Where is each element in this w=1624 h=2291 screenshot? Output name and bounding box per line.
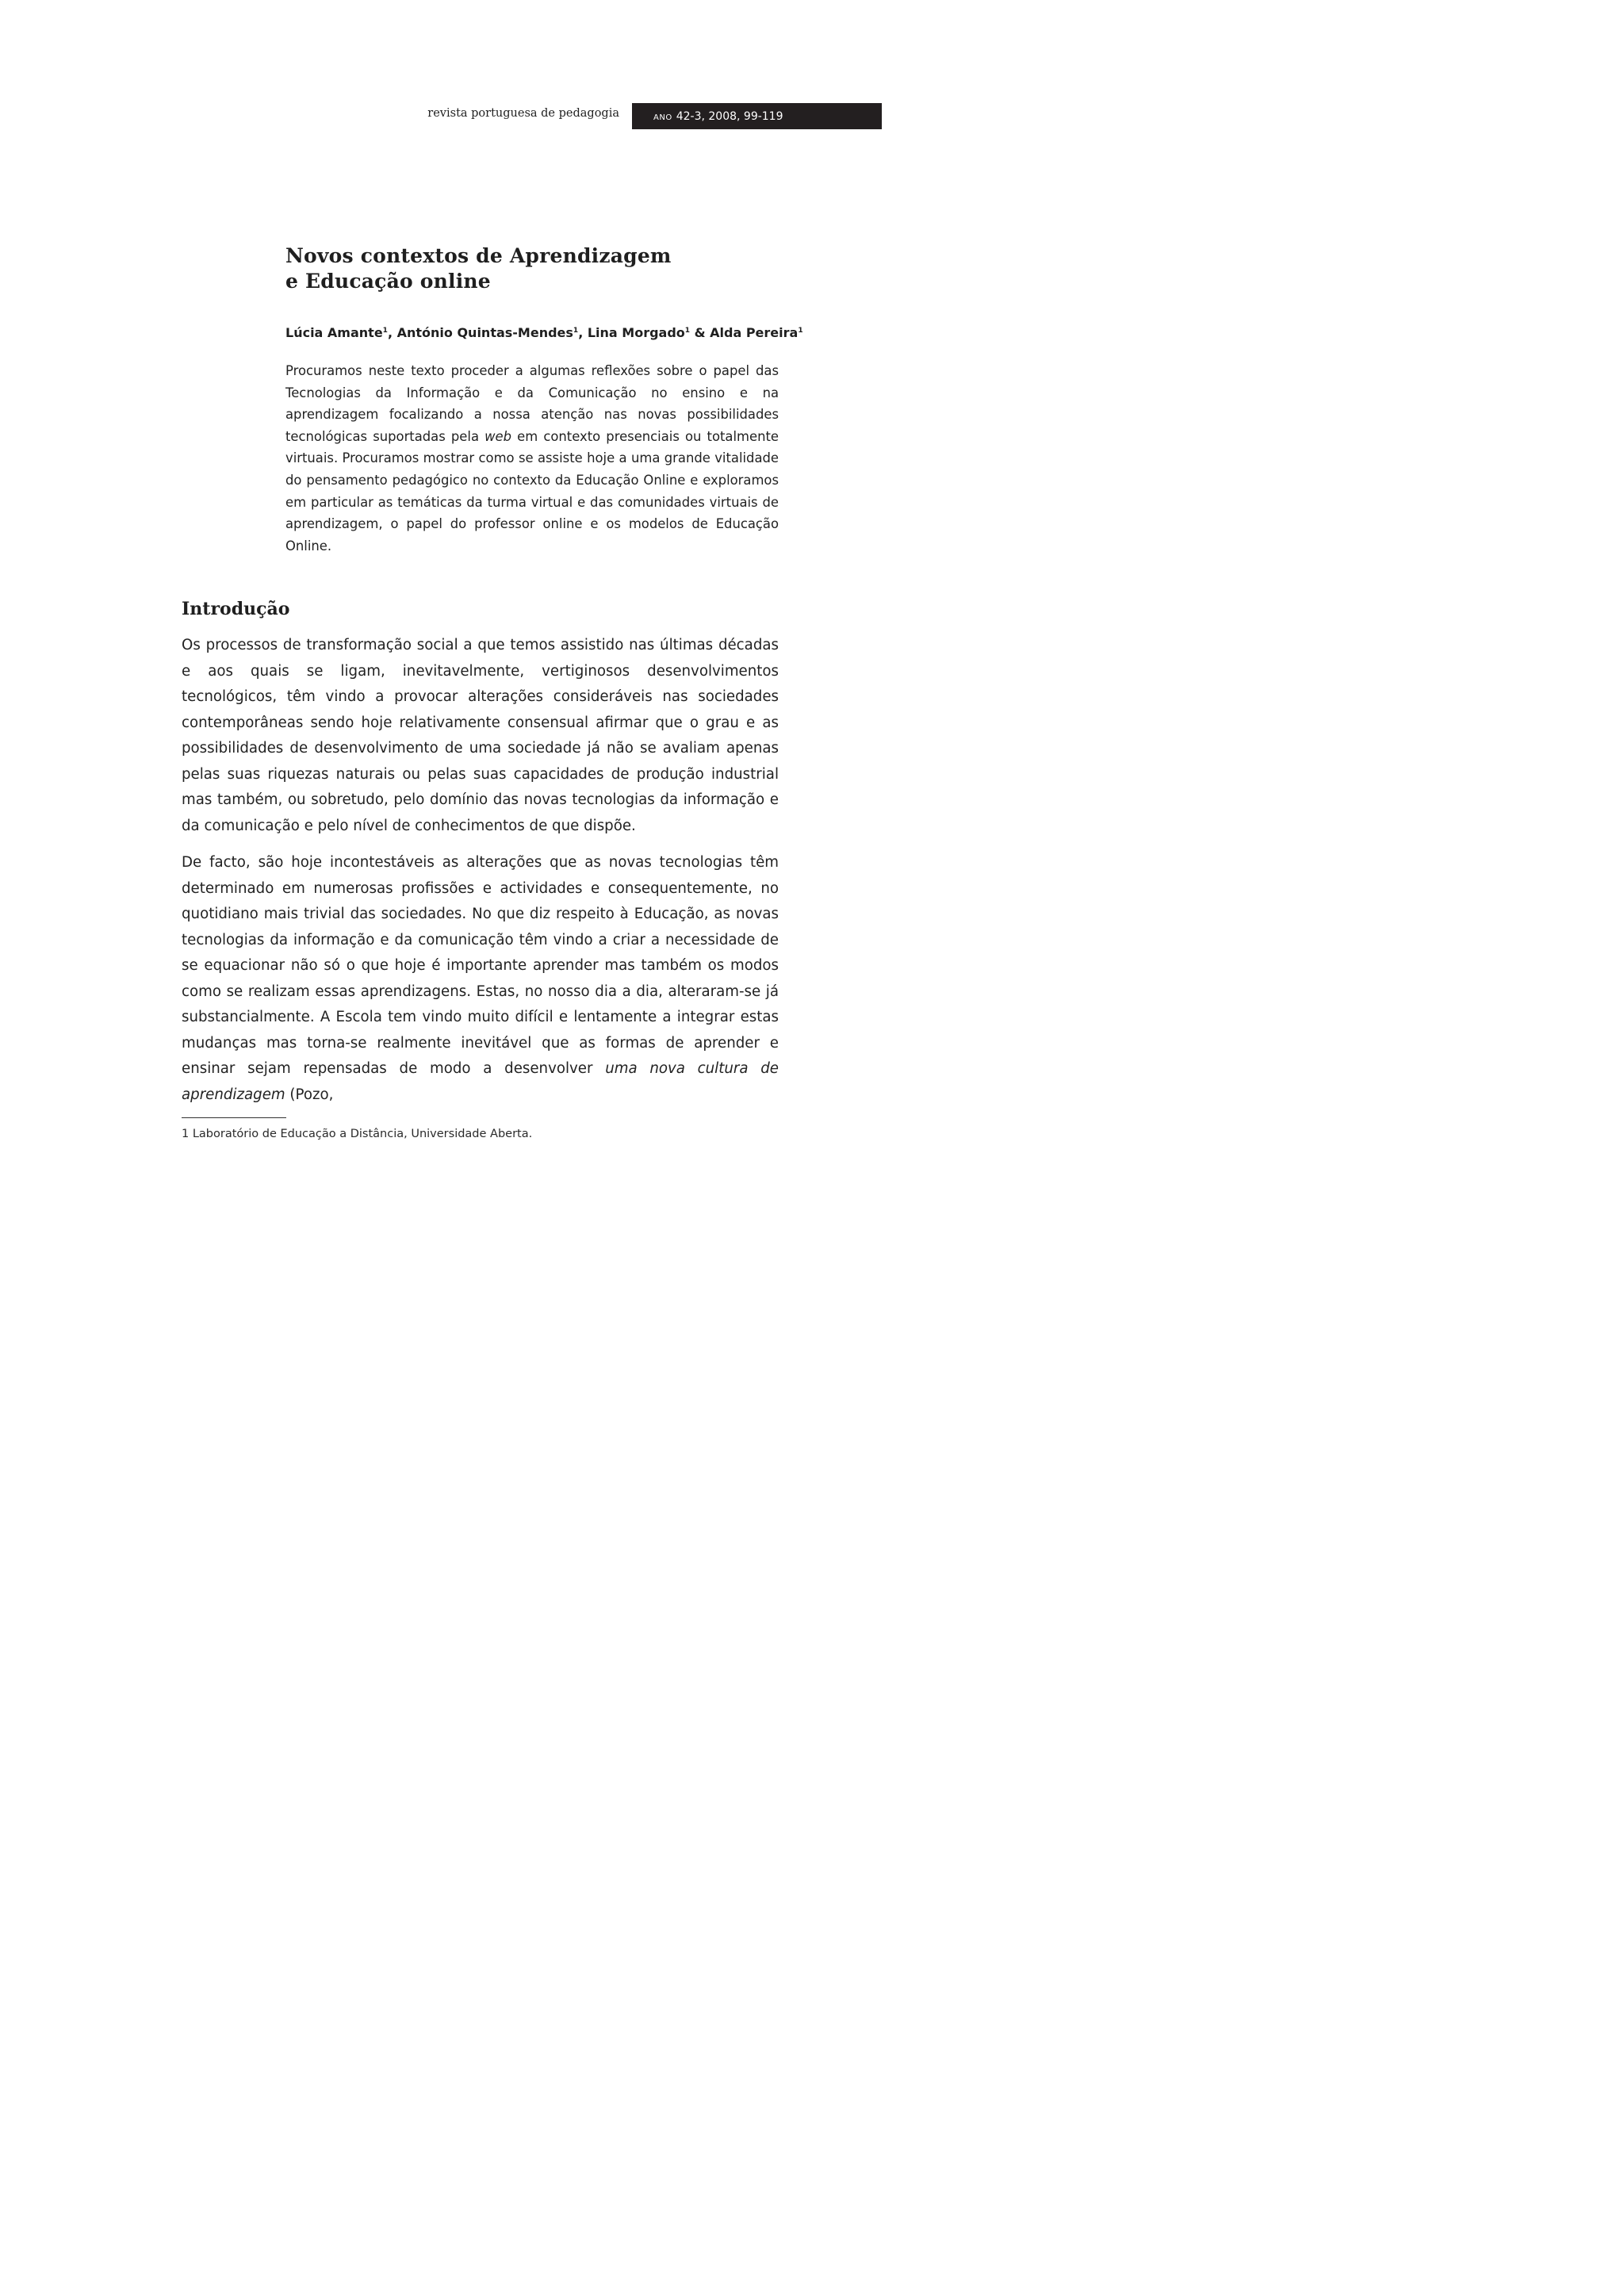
article-title [285, 243, 777, 294]
paragraph-text-end: (Pozo, [285, 1086, 334, 1103]
abstract [285, 360, 779, 557]
abstract-text-start: Procuramos neste texto proceder a algumas reflexões sobre o papel das Tecnologias da Informação e da Comunicação no ensino e na aprendizagem focalizando a nossa atenção nas novas possibilidades tecnológicas suportadas pela [285, 363, 779, 444]
issue-info: 42-3, 2008, 99-119 [676, 109, 783, 123]
author-separator: & [690, 325, 710, 340]
author-name: Lúcia Amante [285, 325, 383, 340]
body-paragraph: Os processos de transformação social a que temos assistido nas últimas décadas e aos quais se ligam, inevitavelmente, vertiginosos desenvolvimentos tecnológicos, têm vindo a provocar alterações consideráveis nas sociedades contemporâneas sendo hoje relativamente consensual afirmar que o grau e as possibilidades de desenvolvimento de uma sociedade já não se avaliam apenas pelas suas riquezas naturais ou pelas suas capacidades de produção industrial mas também, ou sobretudo, pelo domínio das novas tecnologias da informação e da comunicação e pelo nível de conhecimentos de que dispõe. [182, 637, 779, 834]
author-list [285, 325, 803, 340]
issue-band [632, 103, 882, 129]
author-affiliation-mark: 1 [798, 327, 803, 335]
author-name: Alda Pereira [710, 325, 799, 340]
author-separator: , [387, 325, 397, 340]
body-paragraph [182, 850, 779, 1108]
paragraph-text-start: De facto, são hoje incontestáveis as alterações que as novas tecnologias têm determinado em numerosas profissões e actividades e consequentemente, no quotidiano mais trivial das sociedades. No que diz respeito à Educação, as novas tecnologias da informação e da comunicação têm vindo a criar a necessidade de se equacionar não só o que hoje é importante aprender mas também os modos como se realizam essas aprendizagens. Estas, no nosso dia a dia, alteraram-se já substancialmente. A Escola tem vindo muito difícil e lentamente a integrar estas mudanças mas torna-se realmente inevitável que as formas de aprender e ensinar sejam repensadas de modo a desenvolver [182, 854, 779, 1077]
article-title-line-2: e Educação online [285, 270, 491, 293]
author-affiliation-mark: 1 [382, 327, 388, 335]
abstract-text-end: em contexto presenciais ou totalmente virtuais. Procuramos mostrar como se assiste hoje a uma grande vitalidade do pensamento pedagógico no contexto da Educação Online e exploramos em particular as temáticas da turma virtual e das comunidades virtuais de aprendizagem, o papel do professor online e os modelos de Educação Online. [285, 428, 779, 554]
author-separator: , [578, 325, 588, 340]
author-affiliation-mark: 1 [684, 327, 691, 335]
issue-year-label: ano [653, 109, 672, 123]
section-heading-introduction: Introdução [182, 599, 290, 619]
footnote: 1 Laboratório de Educação a Distância, Universidade Aberta. [182, 1128, 533, 1140]
abstract-emphasis: web [485, 428, 512, 444]
article-title-line-1: Novos contextos de Aprendizagem [285, 244, 672, 267]
author-affiliation-mark: 1 [573, 327, 579, 335]
footnote-divider [182, 1117, 286, 1118]
paragraph-emphasis: uma nova cultura de aprendizagem [182, 1060, 779, 1103]
author-name: António Quintas-Mendes [396, 325, 573, 340]
journal-name: revista portuguesa de pedagogia [427, 107, 619, 120]
author-name: Lina Morgado [587, 325, 685, 340]
